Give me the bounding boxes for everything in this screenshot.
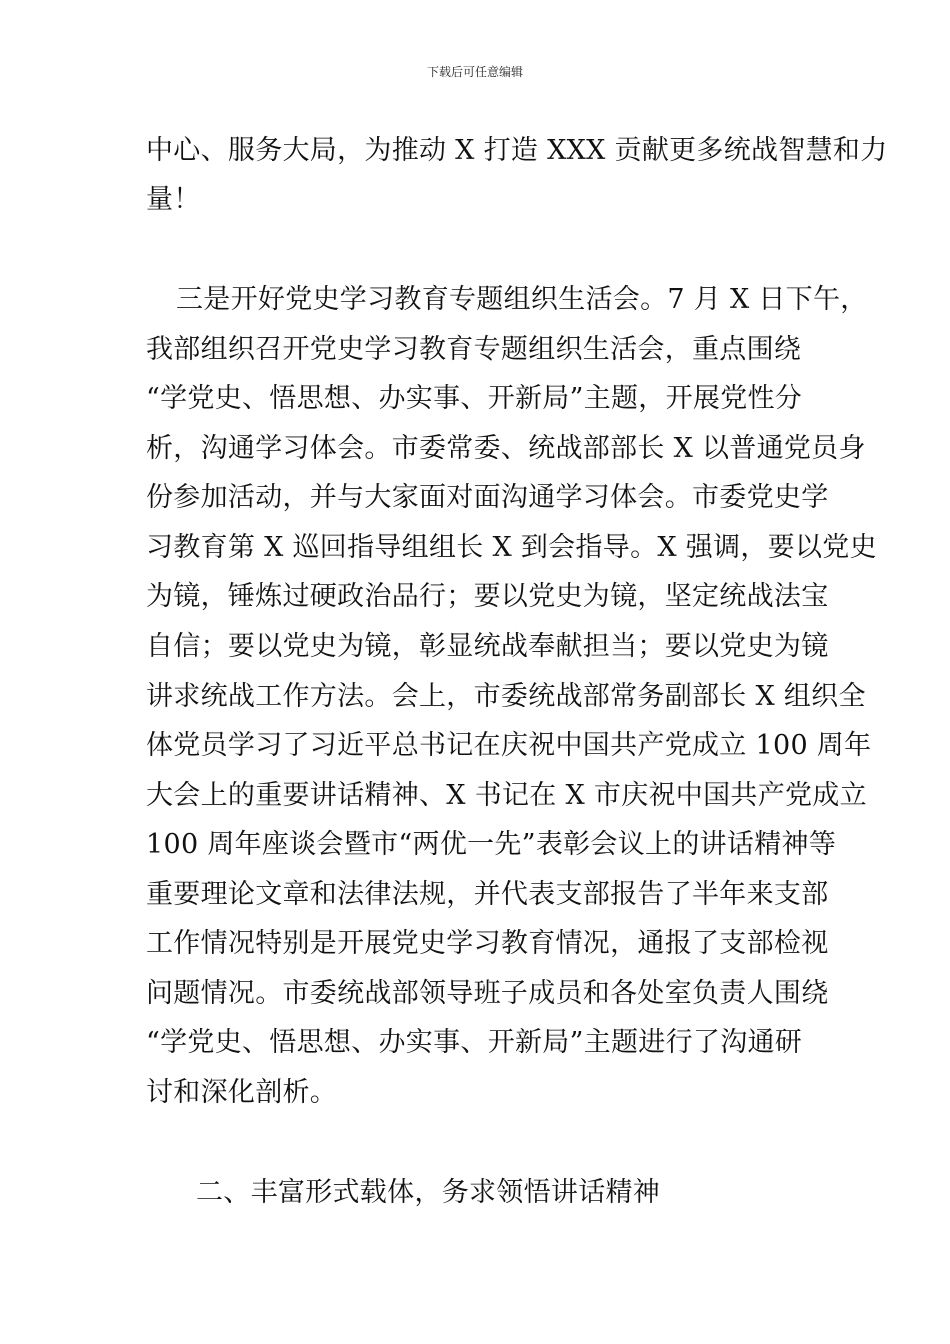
text-line: 中心、服务大局，为推动 X 打造 XXX 贡献更多统战智慧和力 — [146, 135, 888, 166]
text-line: “学党史、悟思想、办实事、开新局”主题进行了沟通研 — [146, 1027, 803, 1058]
text-line: 我部组织召开党史学习教育专题组织生活会，重点围绕 — [146, 334, 802, 365]
section-heading: 二、丰富形式载体，务求领悟讲话精神 — [196, 1177, 661, 1208]
text-line: 讨和深化剖析。 — [146, 1077, 338, 1108]
text-line: 自信；要以党史为镜，彰显统战奉献担当；要以党史为镜 — [146, 631, 829, 662]
text-line: 体党员学习了习近平总书记在庆祝中国共产党成立 100 周年 — [146, 730, 872, 761]
text-line: 大会上的重要讲话精神、X 书记在 X 市庆祝中国共产党成立 — [146, 780, 867, 811]
page-header: 下载后可任意编辑 — [426, 65, 523, 79]
text-line: 三是开好党史学习教育专题组织生活会。7 月 X 日下午， — [176, 284, 868, 315]
text-line: 为镜，锤炼过硬政治品行；要以党史为镜，坚定统战法宝 — [146, 581, 829, 612]
text-line: 习教育第 X 巡回指导组组长 X 到会指导。X 强调，要以党史 — [146, 532, 877, 563]
text-line: 重要理论文章和法律法规，并代表支部报告了半年来支部 — [146, 879, 829, 910]
text-line: 讲求统战工作方法。会上，市委统战部常务副部长 X 组织全 — [146, 681, 866, 712]
text-line: 量！ — [146, 184, 201, 215]
text-line: 问题情况。市委统战部领导班子成员和各处室负责人围绕 — [146, 978, 829, 1009]
text-line: 工作情况特别是开展党史学习教育情况，通报了支部检视 — [146, 928, 829, 959]
text-line: 析，沟通学习体会。市委常委、统战部部长 X 以普通党员身 — [146, 433, 866, 464]
text-line: 100 周年座谈会暨市“两优一先”表彰会议上的讲话精神等 — [146, 829, 837, 860]
text-line: 份参加活动，并与大家面对面沟通学习体会。市委党史学 — [146, 482, 829, 513]
text-line: “学党史、悟思想、办实事、开新局”主题，开展党性分 — [146, 383, 803, 414]
